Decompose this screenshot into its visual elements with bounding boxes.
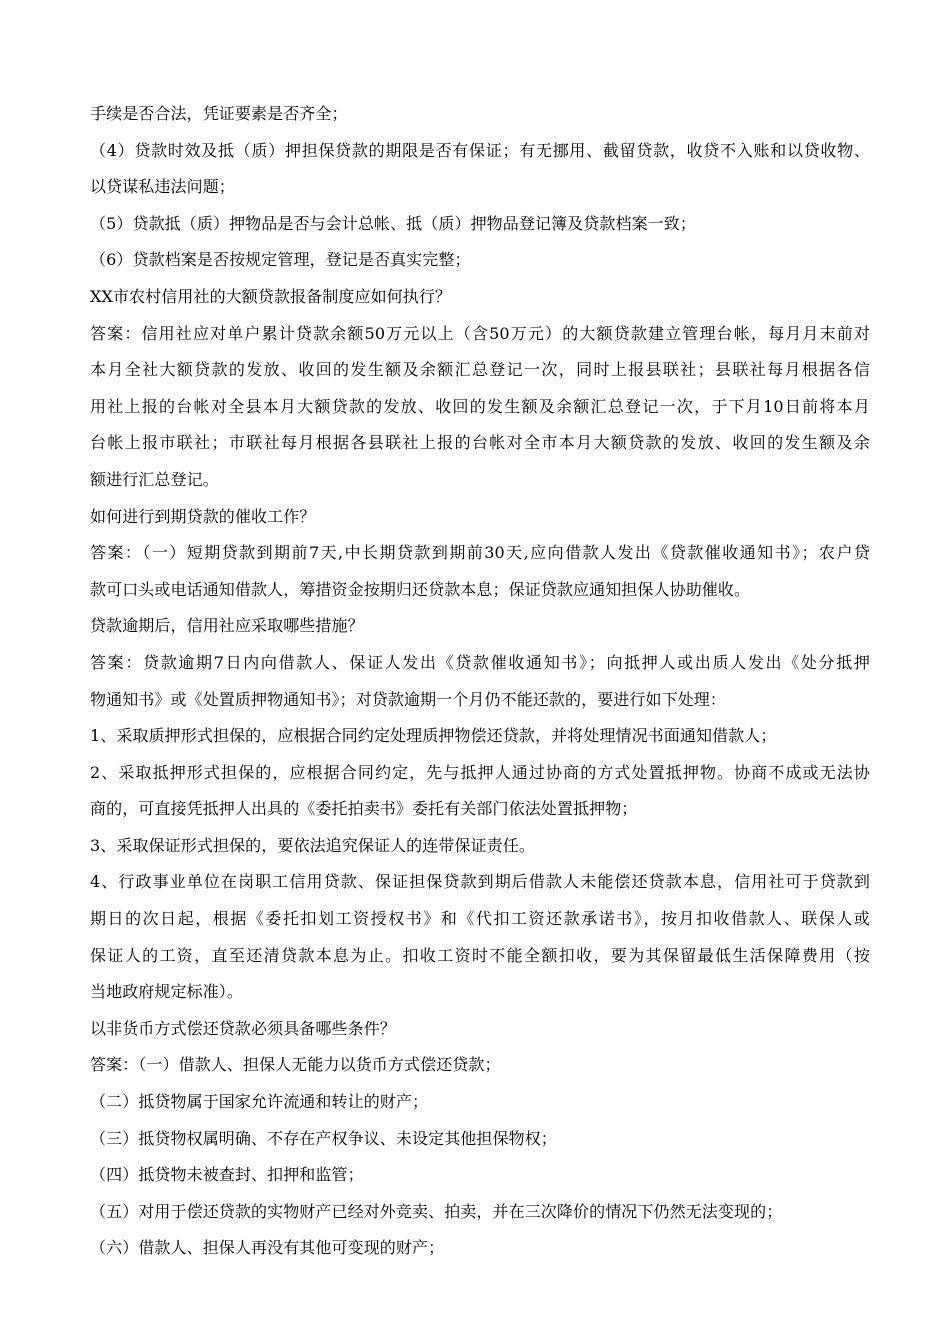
list-item: 期日的次日起，根据《委托扣划工资授权书》和《代扣工资还款承诺书》，按月扣收借款人、联保人或 [90, 909, 870, 929]
answer-line: 本月全社大额贷款的发放、收回的发生额及余额汇总登记一次，同时上报县联社；县联社每月根据各信 [90, 360, 870, 380]
list-item: 3、采取保证形式担保的，要依法追究保证人的连带保证责任。 [90, 835, 535, 855]
answer-line: 款可口头或电话通知借款人，筹措资金按期归还贷款本息；保证贷款应通知担保人协助催收。 [90, 579, 751, 599]
answer-line: 台帐上报市联社；市联社每月根据各县联社上报的台帐对全市本月大额贷款的发放、收回的发生额及余 [90, 433, 870, 453]
list-item: 2、采取抵押形式担保的，应根据合同约定，先与抵押人通过协商的方式处置抵押物。协商不成或无法协 [90, 762, 870, 782]
list-item: 1、采取质押形式担保的，应根据合同约定处理质押物偿还贷款，并将处理情况书面通知借款人； [90, 726, 777, 746]
question-heading: 如何进行到期贷款的催收工作？ [90, 506, 316, 526]
list-item: 4、行政事业单位在岗职工信用贷款、保证担保贷款到期后借款人未能偿还贷款本息，信用社可于贷款到 [90, 872, 870, 892]
text-line: （5）贷款抵（质）押物品是否与会计总帐、抵（质）押物品登记簿及贷款档案一致； [90, 213, 696, 233]
document-body [90, 96, 870, 1267]
question-heading: 贷款逾期后，信用社应采取哪些措施？ [90, 616, 364, 636]
answer-line: 答案：贷款逾期7日内向借款人、保证人发出《贷款催收通知书》；向抵押人或出质人发出《处分抵押 [90, 652, 870, 672]
answer-line: 物通知书》或《处置质押物通知书》；对贷款逾期一个月仍不能还款的，要进行如下处理： [90, 689, 727, 709]
answer-line: 答案：（一）借款人、担保人无能力以货币方式偿还贷款； [90, 1055, 501, 1075]
list-item: （三）抵贷物权属明确、不存在产权争议、未设定其他担保物权； [90, 1128, 557, 1148]
list-item: 当地政府规定标准）。 [90, 982, 244, 1002]
text-line: 手续是否合法，凭证要素是否齐全； [90, 104, 348, 123]
list-item: 商的，可直接凭抵押人出具的《委托拍卖书》委托有关部门依法处置抵押物； [90, 799, 638, 819]
list-item: 保证人的工资，直至还清贷款本息为止。扣收工资时不能全额扣收，要为其保留最低生活保障费用（按 [90, 945, 870, 965]
text-line: （6）贷款档案是否按规定管理，登记是否真实完整； [90, 250, 471, 270]
answer-line: 用社上报的台帐对全县本月大额贷款的发放、收回的发生额及余额汇总登记一次，于下月10日前将本月 [90, 396, 870, 416]
list-item: （六）借款人、担保人再没有其他可变现的财产； [90, 1238, 445, 1258]
question-heading: XX市农村信用社的大额贷款报备制度应如何执行？ [90, 286, 452, 306]
list-item: （四）抵贷物未被查封、扣押和监管； [90, 1165, 364, 1185]
answer-line: 答案：（一）短期贷款到期前7天,中长期贷款到期前30天,应向借款人发出《贷款催收通知书》；农户贷 [90, 543, 870, 563]
answer-line: 答案：信用社应对单户累计贷款余额50万元以上（含50万元）的大额贷款建立管理台帐，每月月末前对 [90, 323, 870, 343]
list-item: （二）抵贷物属于国家允许流通和转让的财产； [90, 1092, 429, 1112]
text-line: （4）贷款时效及抵（质）押担保贷款的期限是否有保证；有无挪用、截留贷款，收贷不入账和以贷收物、 [90, 140, 870, 160]
list-item: （五）对用于偿还贷款的实物财产已经对外竞卖、拍卖，并在三次降价的情况下仍然无法变现的； [90, 1201, 783, 1221]
text-line: 以贷谋私违法问题； [90, 177, 235, 197]
question-heading: 以非货币方式偿还贷款必须具备哪些条件？ [90, 1018, 396, 1038]
answer-line: 额进行汇总登记。 [90, 469, 219, 489]
